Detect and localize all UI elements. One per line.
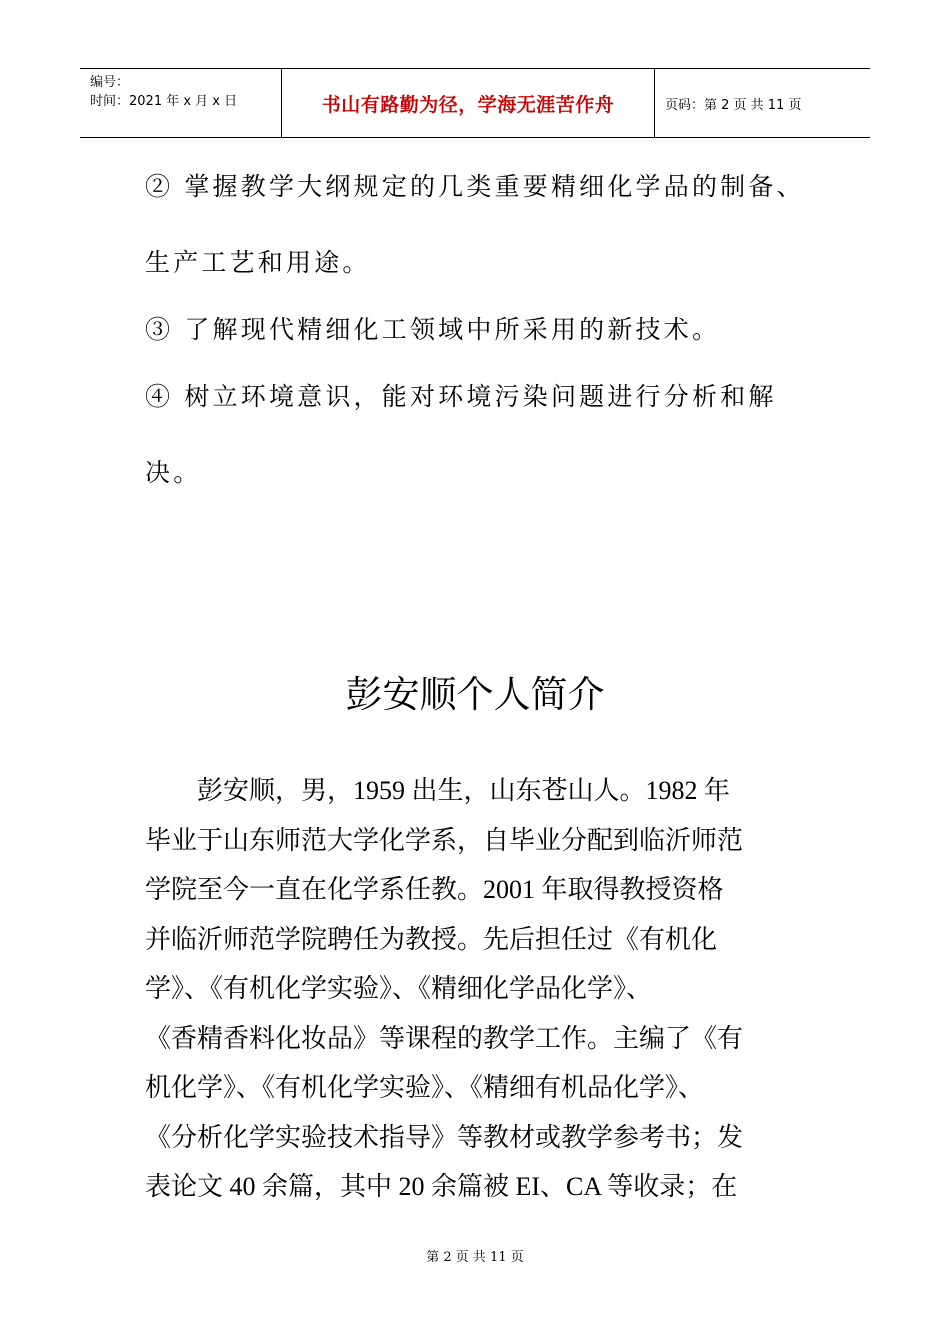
objective-line: 决。 — [145, 458, 202, 487]
objective-line: ④ 树立环境意识，能对环境污染问题进行分析和解 — [145, 382, 777, 411]
header-meta — [80, 69, 282, 137]
objective-line: ② 掌握教学大纲规定的几类重要精细化学品的制备、 — [145, 172, 805, 201]
objective-line: ③ 了解现代精细化工领域中所采用的新技术。 — [145, 315, 721, 344]
header-motto: 书山有路勤为径，学海无涯苦作舟 — [282, 69, 655, 137]
page-footer: 第 2 页 共 11 页 — [426, 1250, 524, 1265]
bio-line: 学》、《有机化学实验》、《精细化学品化学》、 — [145, 974, 653, 1003]
bio-paragraph — [145, 766, 825, 1212]
header-page-info: 页码：第 2 页 共 11 页 — [665, 97, 802, 113]
bio-line: 学院至今一直在化学系任教。2001 年取得教授资格 — [145, 875, 724, 904]
page-header — [80, 68, 870, 138]
header-number: 编号： — [90, 75, 130, 90]
bio-line: 机化学》、《有机化学实验》、《精细有机品化学》、 — [145, 1073, 705, 1102]
page-title: 彭安顺个人简介 — [345, 673, 605, 716]
bio-line: 彭安顺，男，1959 出生，山东苍山人。1982 年 — [145, 776, 731, 805]
bio-line: 《香精香料化妆品》等课程的教学工作。主编了《有 — [145, 1023, 744, 1053]
bio-line: 并临沂师范学院聘任为教授。先后担任过《有机化 — [145, 924, 718, 954]
bio-line: 《分析化学实验技术指导》等教材或教学参考书；发 — [145, 1122, 744, 1152]
objective-line: 生产工艺和用途。 — [145, 248, 371, 277]
bio-line: 毕业于山东师范大学化学系，自毕业分配到临沂师范 — [145, 825, 744, 855]
header-time: 时间：2021 年 x 月 x 日 — [90, 94, 238, 109]
bio-line: 表论文 40 余篇，其中 20 余篇被 EI、CA 等收录；在 — [145, 1172, 738, 1201]
